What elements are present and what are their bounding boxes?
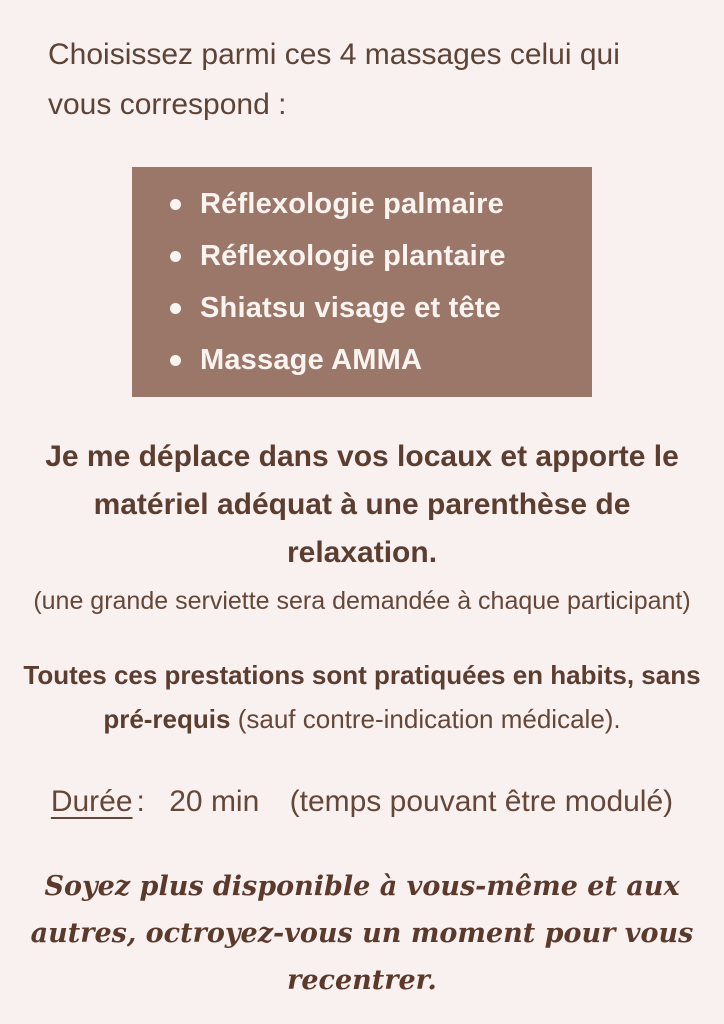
bullet-icon [170, 199, 181, 210]
massage-item-label: Massage AMMA [200, 343, 423, 376]
towel-note: (une grande serviette sera demandée à chaque participant) [33, 587, 691, 615]
massage-item-label: Réflexologie plantaire [200, 239, 506, 272]
bullet-icon [170, 355, 181, 366]
massage-item-label: Réflexologie palmaire [200, 187, 504, 220]
prestations-bold-text: Toutes ces prestations sont pratiquées en habits, sans pré-requis [23, 660, 701, 734]
massage-list [170, 178, 592, 386]
massage-list-item [170, 334, 592, 386]
duration-colon: : [136, 785, 145, 818]
duration-label: Durée [50, 785, 133, 818]
massage-list-item [170, 230, 592, 282]
duration-note: (temps pouvant être modulé) [289, 785, 674, 818]
bullet-icon [170, 303, 181, 314]
massage-list-item [170, 282, 592, 334]
intro-heading: Choisissez parmi ces 4 massages celui qui vous correspond : [48, 38, 620, 121]
prestations-medical-note: (sauf contre-indication médicale). [237, 704, 621, 734]
duration-value: 20 min [169, 785, 260, 818]
closing-quote: Soyez plus disponible à vous-même et aux autres, octroyez-vous un moment pour vous recentrer. [30, 871, 694, 996]
massage-list-item [170, 178, 592, 230]
duration-line [0, 781, 724, 823]
travel-statement: Je me déplace dans vos locaux et apporte le matériel adéquat à une parenthèse de relaxation. [45, 440, 679, 569]
massage-list-box [132, 167, 592, 397]
massage-item-label: Shiatsu visage et tête [200, 291, 501, 324]
bullet-icon [170, 251, 181, 262]
prestations-statement [17, 653, 707, 741]
